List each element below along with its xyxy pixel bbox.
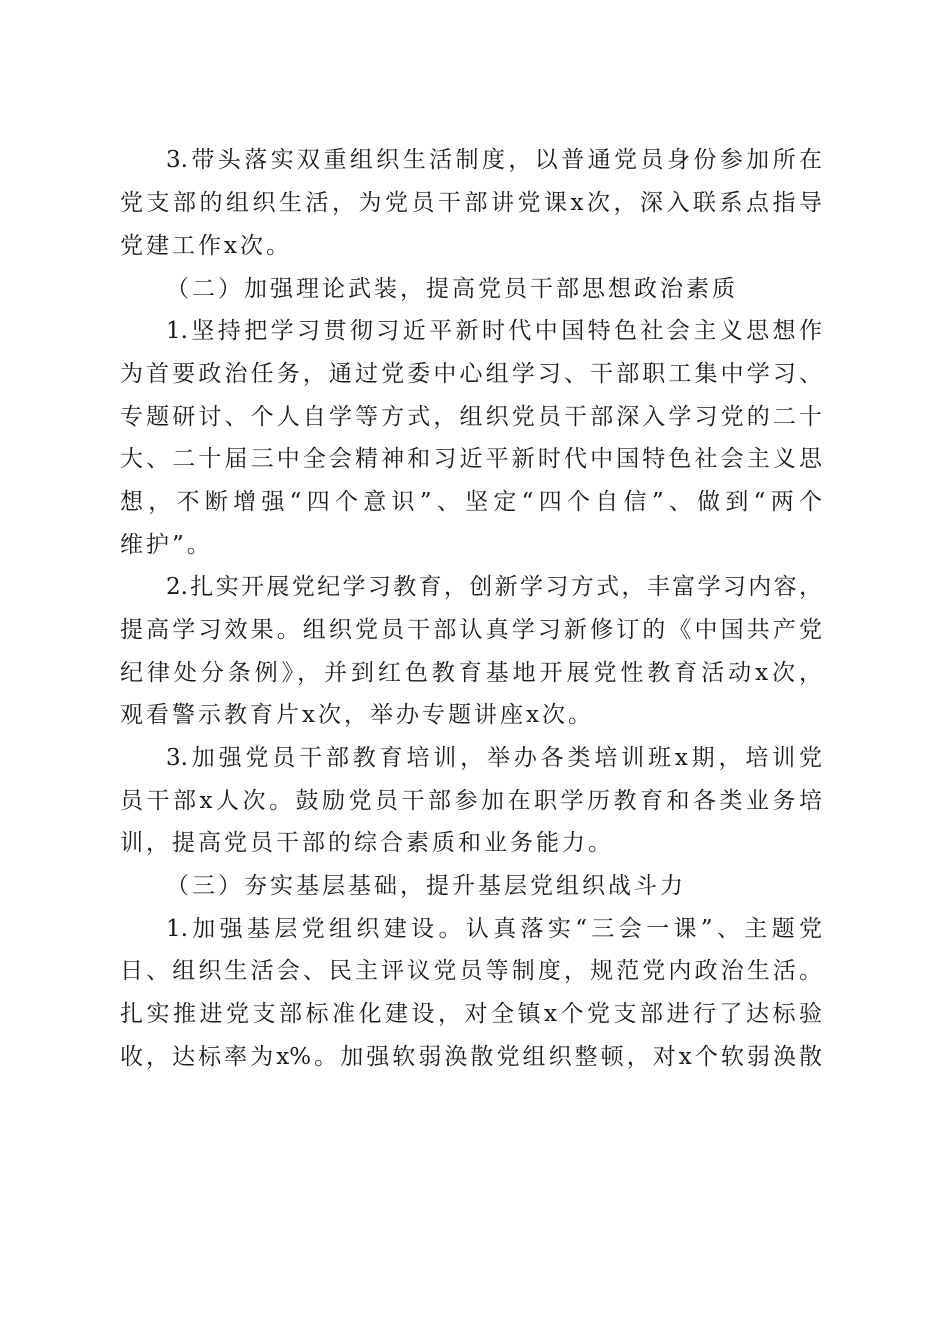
paragraph-line: 3.带头落实双重组织生活制度，以普通党员身份参加所在: [166, 147, 822, 173]
section-heading: （二）加强理论武装，提高党员干部思想政治素质: [166, 276, 738, 302]
paragraph-line: 员干部x人次。鼓励党员干部参加在职学历教育和各类业务培: [120, 788, 822, 814]
paragraph-line: 党建工作x次。: [120, 233, 292, 259]
paragraph-line: 为首要政治任务，通过党委中心组学习、干部职工集中学习、: [120, 361, 822, 387]
paragraph-line: 维护”。: [120, 532, 213, 558]
paragraph-line: 3.加强党员干部教育培训，举办各类培训班x期，培训党: [166, 745, 822, 771]
paragraph-line: 观看警示教育片x次，举办专题讲座x次。: [120, 702, 594, 728]
paragraph-line: 纪律处分条例》，并到红色教育基地开展党性教育活动x次，: [120, 660, 822, 686]
section-heading: （三）夯实基层基础，提升基层党组织战斗力: [166, 873, 686, 899]
paragraph-line: 日、组织生活会、民主评议党员等制度，规范党内政治生活。: [120, 958, 822, 984]
paragraph-line: 党支部的组织生活，为党员干部讲党课x次，深入联系点指导: [120, 190, 822, 216]
paragraph-line: 收，达标率为x%。加强软弱涣散党组织整顿，对x个软弱涣散: [120, 1044, 822, 1070]
paragraph-line: 训，提高党员干部的综合素质和业务能力。: [120, 830, 614, 856]
paragraph-line: 专题研讨、个人自学等方式，组织党员干部深入学习党的二十: [120, 404, 822, 430]
paragraph-line: 1.坚持把学习贯彻习近平新时代中国特色社会主义思想作: [166, 318, 822, 344]
paragraph-line: 大、二十届三中全会精神和习近平新时代中国特色社会主义思: [120, 446, 822, 472]
paragraph-line: 提高学习效果。组织党员干部认真学习新修订的《中国共产党: [120, 617, 822, 643]
paragraph-line: 1.加强基层党组织建设。认真落实“三会一课”、主题党: [166, 916, 822, 942]
paragraph-line: 扎实推进党支部标准化建设，对全镇x个党支部进行了达标验: [120, 1001, 822, 1027]
paragraph-line: 想，不断增强“四个意识”、坚定“四个自信”、做到“两个: [120, 489, 822, 515]
paragraph-line: 2.扎实开展党纪学习教育，创新学习方式，丰富学习内容，: [166, 574, 822, 600]
